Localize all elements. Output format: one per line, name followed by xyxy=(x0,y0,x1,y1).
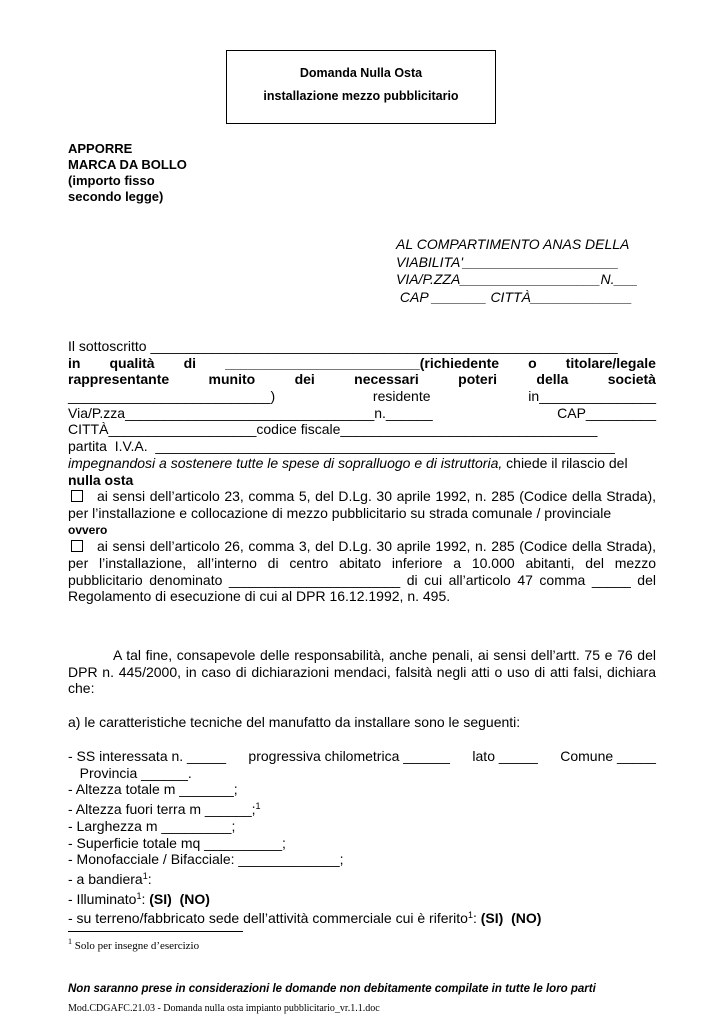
bollo-line: (importo fisso xyxy=(68,173,155,188)
sottoscritto-field[interactable] xyxy=(68,338,656,355)
ss-row[interactable] xyxy=(68,748,656,765)
word: società xyxy=(607,371,656,388)
lato-field: lato _____ xyxy=(472,748,538,764)
word: di xyxy=(183,354,197,371)
provincia-field[interactable]: Provincia ______. xyxy=(68,764,192,781)
footnote-text: Solo per insegne d’esercizio xyxy=(72,940,200,952)
option-2-text: ai sensi dell’articolo 26, comma 3, del D.Lg. 30 aprile 1992, n. 285 (Codice della Strada), per l’installazione, all’interno di centro abitato inferiore a 10.000 abitanti, del mezzo pubblicitario denominato ______________________ di cui all’articolo 47 comma _____ del Regolamento di esecuzione di cui al DPR 16.12.1992, n. 495. xyxy=(68,538,656,605)
recipient-city-field[interactable]: CAP _______ CITTÀ_____________ xyxy=(396,288,633,305)
word: _________________________(richiedente xyxy=(225,354,500,371)
impegno-italic: impegnandosi a sostenere tutte le spese di sopralluogo e di istruttoria, xyxy=(68,454,503,471)
declaration-paragraph: A tal fine, consapevole delle responsabilità, anche penali, ai sensi dell’artt. 75 e 76 del DPR n. 445/2000, in caso di dichiarazioni mendaci, falsità negli atti o uso di atti falsi, dichiara che: xyxy=(68,647,656,697)
citta-row[interactable] xyxy=(68,421,656,438)
word: o xyxy=(528,354,537,371)
terreno-field[interactable] xyxy=(68,907,656,927)
monofacciale-field[interactable]: - Monofacciale / Bifacciale: _____________; xyxy=(68,851,344,868)
citta-cf-field: CITTÀ___________________codice fiscale_________________________________ xyxy=(68,421,598,438)
title-box xyxy=(226,50,496,124)
option-1-checkbox[interactable] xyxy=(71,490,83,502)
terreno-text: - su terreno/fabbricato sede dell’attività commerciale cui è riferito xyxy=(68,910,468,927)
footnote-mark: 1 xyxy=(68,937,72,946)
footnote xyxy=(68,937,199,952)
progressiva-field: progressiva chilometrica ______ xyxy=(248,748,450,764)
bollo-line: secondo legge) xyxy=(68,189,164,204)
recipient-street-field[interactable]: VIA/P.ZZA__________________N.___ xyxy=(396,271,638,287)
option-2 xyxy=(68,538,656,605)
illuminato-options[interactable]: (SI) (NO) xyxy=(149,890,210,907)
residenza-field: in_______________ xyxy=(528,388,656,405)
impegno-line xyxy=(68,455,656,472)
footnote-ref: 1 xyxy=(255,801,261,812)
footnote-divider xyxy=(68,931,243,932)
bandiera-field[interactable] xyxy=(68,868,656,888)
comune-field: Comune _____ xyxy=(560,748,656,764)
ss-field: - SS interessata n. _____ xyxy=(68,748,226,764)
altezza-fuori-field[interactable] xyxy=(68,798,656,818)
via-field: Via/P.zza________________________________n.______ xyxy=(68,404,433,421)
altezza-totale-field[interactable]: - Altezza totale m _______; xyxy=(68,781,238,798)
point-a: a) le caratteristiche tecniche del manufatto da installare sono le seguenti: xyxy=(68,714,521,730)
option-1 xyxy=(68,488,656,521)
sottoscritto-text: Il sottoscritto ____________________________________________________________ xyxy=(68,338,618,354)
bollo-line: MARCA DA BOLLO xyxy=(68,157,187,172)
word: della xyxy=(536,371,569,388)
bollo-line: APPORRE xyxy=(68,141,133,156)
option-1-text: ai sensi dell’articolo 23, comma 5, del D.Lg. 30 aprile 1992, n. 285 (Codice della Strada), per l’installazione e collocazione di mezzo pubblicitario su strada comunale / provinciale xyxy=(68,488,656,521)
recipient-address xyxy=(396,236,638,306)
word: rappresentante xyxy=(68,371,170,388)
marca-da-bollo-note xyxy=(68,141,187,205)
word: poteri xyxy=(458,371,498,388)
title-line-2: installazione mezzo pubblicitario xyxy=(263,89,459,103)
terreno-options[interactable]: (SI) (NO) xyxy=(480,910,542,927)
applicant-section xyxy=(68,338,656,605)
word: qualità xyxy=(109,354,155,371)
recipient-line: AL COMPARTIMENTO ANAS DELLA xyxy=(396,236,630,252)
terreno-colon: : xyxy=(472,910,481,927)
larghezza-field[interactable]: - Larghezza m _________; xyxy=(68,817,236,834)
word: dei xyxy=(294,371,315,388)
footnote-ref: 1 xyxy=(467,910,473,921)
illuminato-text: - Illuminato xyxy=(68,890,137,907)
piva-field: partita I.V.A. ___________________________________________________________ xyxy=(68,438,615,455)
word: residente xyxy=(372,388,431,405)
title-line-1: Domanda Nulla Osta xyxy=(299,66,423,80)
recipient-viabilita-field[interactable]: VIABILITA'____________________ xyxy=(396,253,619,270)
residente-row[interactable] xyxy=(68,388,656,405)
bandiera-colon: : xyxy=(147,870,152,887)
illuminato-colon: : xyxy=(141,890,150,907)
footnote-ref: 1 xyxy=(136,890,142,901)
option-2-checkbox[interactable] xyxy=(71,540,83,552)
rappresentante-row xyxy=(68,371,656,388)
piva-row[interactable] xyxy=(68,438,656,455)
cap-field: CAP_________ xyxy=(557,404,656,421)
footnote-ref: 1 xyxy=(142,870,148,881)
bandiera-text: - a bandiera xyxy=(68,870,143,887)
impegno-rest: chiede il rilascio del xyxy=(502,454,628,471)
footer-model-code: Mod.CDGAFC.21.03 - Domanda nulla osta impianto pubblicitario_vr.1.1.doc xyxy=(68,1003,380,1014)
word: munito xyxy=(208,371,256,388)
societa-field: __________________________) xyxy=(68,388,276,405)
word: necessari xyxy=(354,371,419,388)
word: titolare/legale xyxy=(565,354,656,371)
illuminato-field[interactable] xyxy=(68,888,656,908)
word: in xyxy=(68,354,81,371)
nulla-osta-label: nulla osta xyxy=(68,471,134,488)
superficie-field[interactable]: - Superficie totale mq __________; xyxy=(68,834,286,851)
footer-note: Non saranno prese in considerazioni le domande non debitamente compilate in tutte le loro parti xyxy=(68,983,596,995)
altezza-fuori-text: - Altezza fuori terra m ______; xyxy=(68,801,256,818)
ovvero-label: ovvero xyxy=(68,522,108,537)
qualita-row[interactable] xyxy=(68,355,656,372)
specs-list xyxy=(68,748,656,927)
via-row[interactable] xyxy=(68,405,656,422)
